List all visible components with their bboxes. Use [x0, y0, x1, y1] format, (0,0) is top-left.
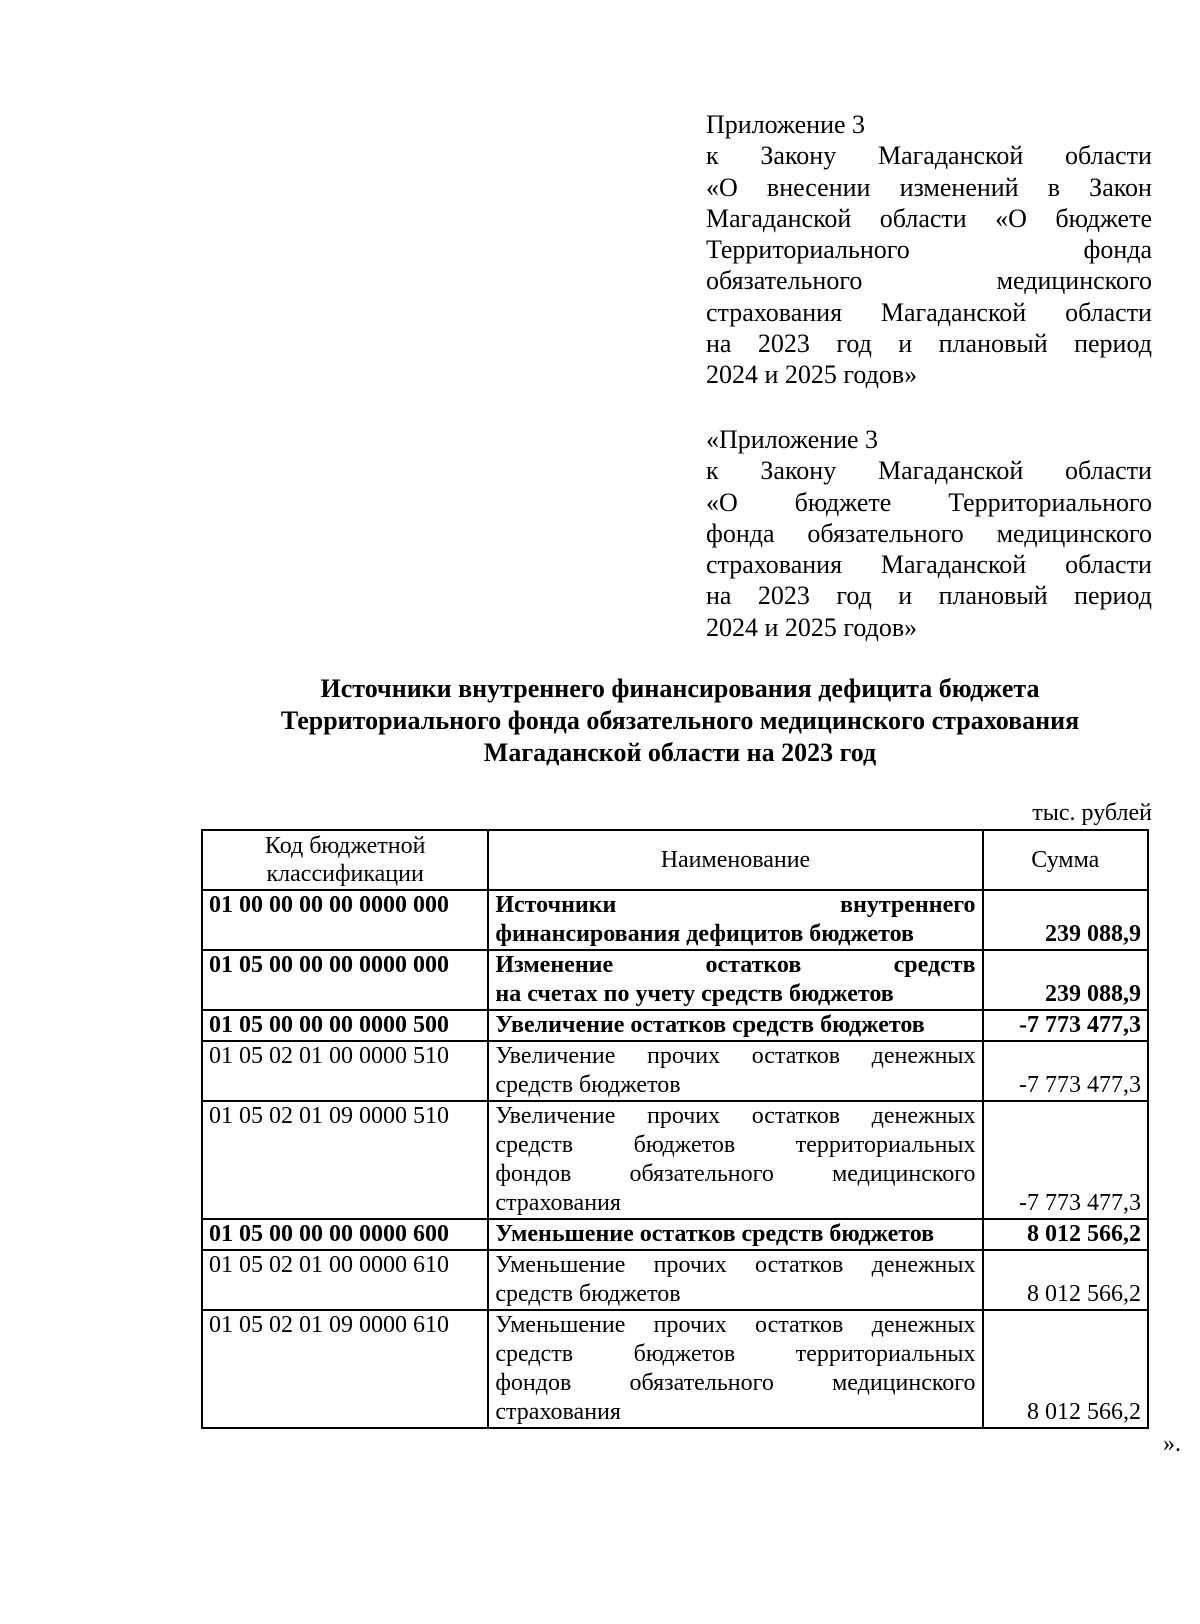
- annex-word: Магаданской: [877, 456, 1024, 486]
- row-code: 01 05 00 00 00 0000 500: [202, 1010, 488, 1041]
- units-label: тыс. рублей: [1032, 800, 1152, 826]
- annex-line: [706, 549, 1152, 580]
- row-name-line: [495, 1398, 975, 1427]
- row-name-word: Увеличение: [495, 1103, 616, 1129]
- annex-word: фонда: [706, 518, 775, 548]
- annex-line: [706, 580, 1152, 611]
- annex-word: 2023: [757, 581, 810, 611]
- row-name-line: [495, 1311, 975, 1340]
- document-title: [200, 673, 1160, 769]
- row-name-word: Изменение: [495, 952, 614, 978]
- row-name-line: [495, 1189, 975, 1218]
- closing-quote-mark: ».: [1163, 1431, 1181, 1457]
- row-name-line: [495, 1102, 975, 1131]
- row-sum: 239 088,9: [983, 950, 1148, 1010]
- table-row: [202, 950, 1148, 1010]
- table-row: [202, 1041, 1148, 1101]
- row-name-word: Уменьшение: [495, 1312, 626, 1338]
- row-sum: -7 773 477,3: [983, 1101, 1148, 1219]
- annex-line: [706, 265, 1152, 296]
- annex-word: «О: [706, 487, 738, 517]
- annex-line: [706, 487, 1152, 518]
- row-name-word: медицинского: [832, 1161, 976, 1187]
- annex-line: [706, 234, 1152, 265]
- row-name-word: обязательного: [629, 1370, 774, 1396]
- row-sum: 239 088,9: [983, 890, 1148, 950]
- row-code: 01 05 02 01 00 0000 610: [202, 1250, 488, 1310]
- annex-word: бюджете: [794, 487, 892, 517]
- annex-word: на: [706, 581, 732, 611]
- annex-word: бюджете: [1055, 203, 1152, 233]
- row-name-word: денежных: [871, 1043, 976, 1069]
- row-name-word: средств: [495, 1341, 574, 1367]
- row-name-word: денежных: [871, 1312, 976, 1338]
- row-sum: -7 773 477,3: [983, 1010, 1148, 1041]
- row-code: 01 05 00 00 00 0000 600: [202, 1219, 488, 1250]
- row-name-line: [495, 1220, 975, 1249]
- row-name: [488, 1041, 982, 1101]
- header-sum: Сумма: [983, 830, 1148, 890]
- annex-word: области: [1065, 550, 1152, 580]
- row-name-word: территориальных: [795, 1341, 976, 1367]
- annex-word: и: [898, 581, 913, 611]
- annex-word: медицинского: [996, 266, 1152, 296]
- title-line-3: Магаданской области на 2023 год: [483, 738, 877, 767]
- table-row: [202, 890, 1148, 950]
- row-name: [488, 1101, 982, 1219]
- annex-word: и: [898, 329, 913, 359]
- row-sum: -7 773 477,3: [983, 1041, 1148, 1101]
- annex-word: Закону: [760, 141, 837, 171]
- row-name-word: финансирования дефицитов бюджетов: [495, 921, 914, 947]
- row-name-word: денежных: [871, 1103, 976, 1129]
- row-name-word: фондов: [495, 1161, 572, 1187]
- annex-line: [706, 203, 1152, 234]
- annex-word: год: [836, 329, 872, 359]
- row-name-word: прочих: [653, 1252, 727, 1278]
- row-name-word: денежных: [871, 1252, 976, 1278]
- annex-word: Магаданской: [877, 141, 1024, 171]
- table-row: [202, 1250, 1148, 1310]
- annex-word: на: [706, 329, 732, 359]
- annex-line: «Приложение 3: [706, 425, 879, 454]
- annex-word: в: [1047, 172, 1061, 202]
- annex-word: Закон: [1089, 172, 1152, 202]
- row-name: [488, 1219, 982, 1250]
- annex-word: плановый: [938, 581, 1048, 611]
- annex-word: «О: [706, 172, 738, 202]
- row-name-word: Увеличение остатков средств бюджетов: [495, 1012, 925, 1038]
- row-name: [488, 890, 982, 950]
- row-name-word: средств: [893, 952, 976, 978]
- annex-word: фонда: [1083, 235, 1152, 265]
- annex-line: Приложение 3: [706, 110, 866, 139]
- row-name-line: [495, 920, 975, 949]
- annex-line: [706, 328, 1152, 359]
- annex-word: страхования: [706, 550, 843, 580]
- row-name-line: [495, 980, 975, 1009]
- annex-line: 2024 и 2025 годов»: [706, 360, 918, 390]
- annex-word: медицинского: [996, 518, 1152, 548]
- row-name-word: на счетах по учету средств бюджетов: [495, 981, 894, 1007]
- title-line-1: Источники внутреннего финансирования дефицита бюджета: [320, 674, 1040, 703]
- annex-word: изменений: [899, 172, 1019, 202]
- row-name: [488, 1010, 982, 1041]
- row-sum: 8 012 566,2: [983, 1310, 1148, 1428]
- annex-word: внесении: [766, 172, 871, 202]
- row-name-word: обязательного: [629, 1161, 774, 1187]
- annex-word: к: [706, 141, 719, 171]
- row-name-line: [495, 1251, 975, 1280]
- row-name-word: Уменьшение остатков средств бюджетов: [495, 1221, 935, 1247]
- row-sum: 8 012 566,2: [983, 1219, 1148, 1250]
- row-name-word: средств бюджетов: [495, 1281, 681, 1307]
- row-name-line: [495, 1071, 975, 1100]
- row-name: [488, 1250, 982, 1310]
- row-name-word: средств: [495, 1132, 574, 1158]
- row-name-word: средств бюджетов: [495, 1072, 681, 1098]
- annex-note-1: [706, 109, 1152, 391]
- annex-word: области: [1065, 297, 1152, 327]
- row-name-word: бюджетов: [633, 1132, 736, 1158]
- annex-line: 2024 и 2025 годов»: [706, 612, 918, 642]
- table-row: [202, 1101, 1148, 1219]
- annex-word: области: [1065, 456, 1152, 486]
- row-name-word: медицинского: [832, 1370, 976, 1396]
- row-name-word: прочих: [646, 1103, 721, 1129]
- annex-word: Территориального: [706, 235, 910, 265]
- annex-word: 2023: [757, 329, 810, 359]
- annex-note-2: [706, 424, 1152, 643]
- annex-line: [706, 518, 1152, 549]
- annex-line: [706, 297, 1152, 328]
- table-row: [202, 1310, 1148, 1428]
- table-row: [202, 1219, 1148, 1250]
- row-name-word: остатков: [755, 1252, 844, 1278]
- row-name-word: Увеличение: [495, 1043, 616, 1069]
- row-name-word: внутреннего: [840, 892, 976, 918]
- row-code: 01 05 02 01 09 0000 610: [202, 1310, 488, 1428]
- row-name-line: [495, 1131, 975, 1160]
- annex-word: период: [1074, 329, 1152, 359]
- table-row: [202, 1010, 1148, 1041]
- annex-word: области: [1065, 141, 1152, 171]
- row-sum: 8 012 566,2: [983, 1250, 1148, 1310]
- row-name-word: Уменьшение: [495, 1252, 626, 1278]
- row-name-word: остатков: [755, 1312, 844, 1338]
- row-name: [488, 1310, 982, 1428]
- annex-word: страхования: [706, 297, 843, 327]
- annex-word: Территориального: [948, 487, 1152, 517]
- annex-word: год: [836, 581, 872, 611]
- budget-sources-table: [201, 829, 1149, 1429]
- annex-word: Магаданской: [880, 550, 1027, 580]
- row-name-line: [495, 1011, 975, 1040]
- row-name-line: [495, 1160, 975, 1189]
- row-name-line: [495, 1042, 975, 1071]
- row-name-word: Источники: [495, 892, 617, 918]
- row-name-line: [495, 1340, 975, 1369]
- title-line-2: Территориального фонда обязательного медицинского страхования: [280, 706, 1080, 735]
- annex-word: плановый: [938, 329, 1048, 359]
- annex-line: [706, 172, 1152, 203]
- row-name-line: [495, 1369, 975, 1398]
- row-name-word: остатков: [751, 1103, 841, 1129]
- annex-word: Магаданской: [706, 203, 852, 233]
- row-name-word: прочих: [653, 1312, 727, 1338]
- annex-word: области: [879, 203, 967, 233]
- row-code: 01 05 02 01 09 0000 510: [202, 1101, 488, 1219]
- annex-word: период: [1074, 581, 1152, 611]
- row-name-word: страхования: [495, 1190, 621, 1216]
- annex-line: [706, 455, 1152, 486]
- annex-line: [706, 140, 1152, 171]
- row-name-line: [495, 951, 975, 980]
- row-name-line: [495, 891, 975, 920]
- row-name-line: [495, 1280, 975, 1309]
- row-name-word: фондов: [495, 1370, 572, 1396]
- header-code: Код бюджетной классификации: [202, 830, 488, 890]
- annex-word: обязательного: [706, 266, 863, 296]
- row-name-word: остатков: [705, 952, 802, 978]
- annex-word: к: [706, 456, 719, 486]
- row-code: 01 05 02 01 00 0000 510: [202, 1041, 488, 1101]
- row-name-word: страхования: [495, 1399, 621, 1425]
- row-name: [488, 950, 982, 1010]
- annex-word: обязательного: [807, 518, 964, 548]
- row-code: 01 05 00 00 00 0000 000: [202, 950, 488, 1010]
- row-name-word: территориальных: [795, 1132, 976, 1158]
- header-name: Наименование: [488, 830, 982, 890]
- table-header-row: [202, 830, 1148, 890]
- annex-word: «О: [995, 203, 1027, 233]
- row-name-word: прочих: [646, 1043, 721, 1069]
- row-code: 01 00 00 00 00 0000 000: [202, 890, 488, 950]
- row-name-word: бюджетов: [633, 1341, 736, 1367]
- annex-word: Закону: [760, 456, 837, 486]
- row-name-word: остатков: [751, 1043, 841, 1069]
- annex-word: Магаданской: [880, 297, 1027, 327]
